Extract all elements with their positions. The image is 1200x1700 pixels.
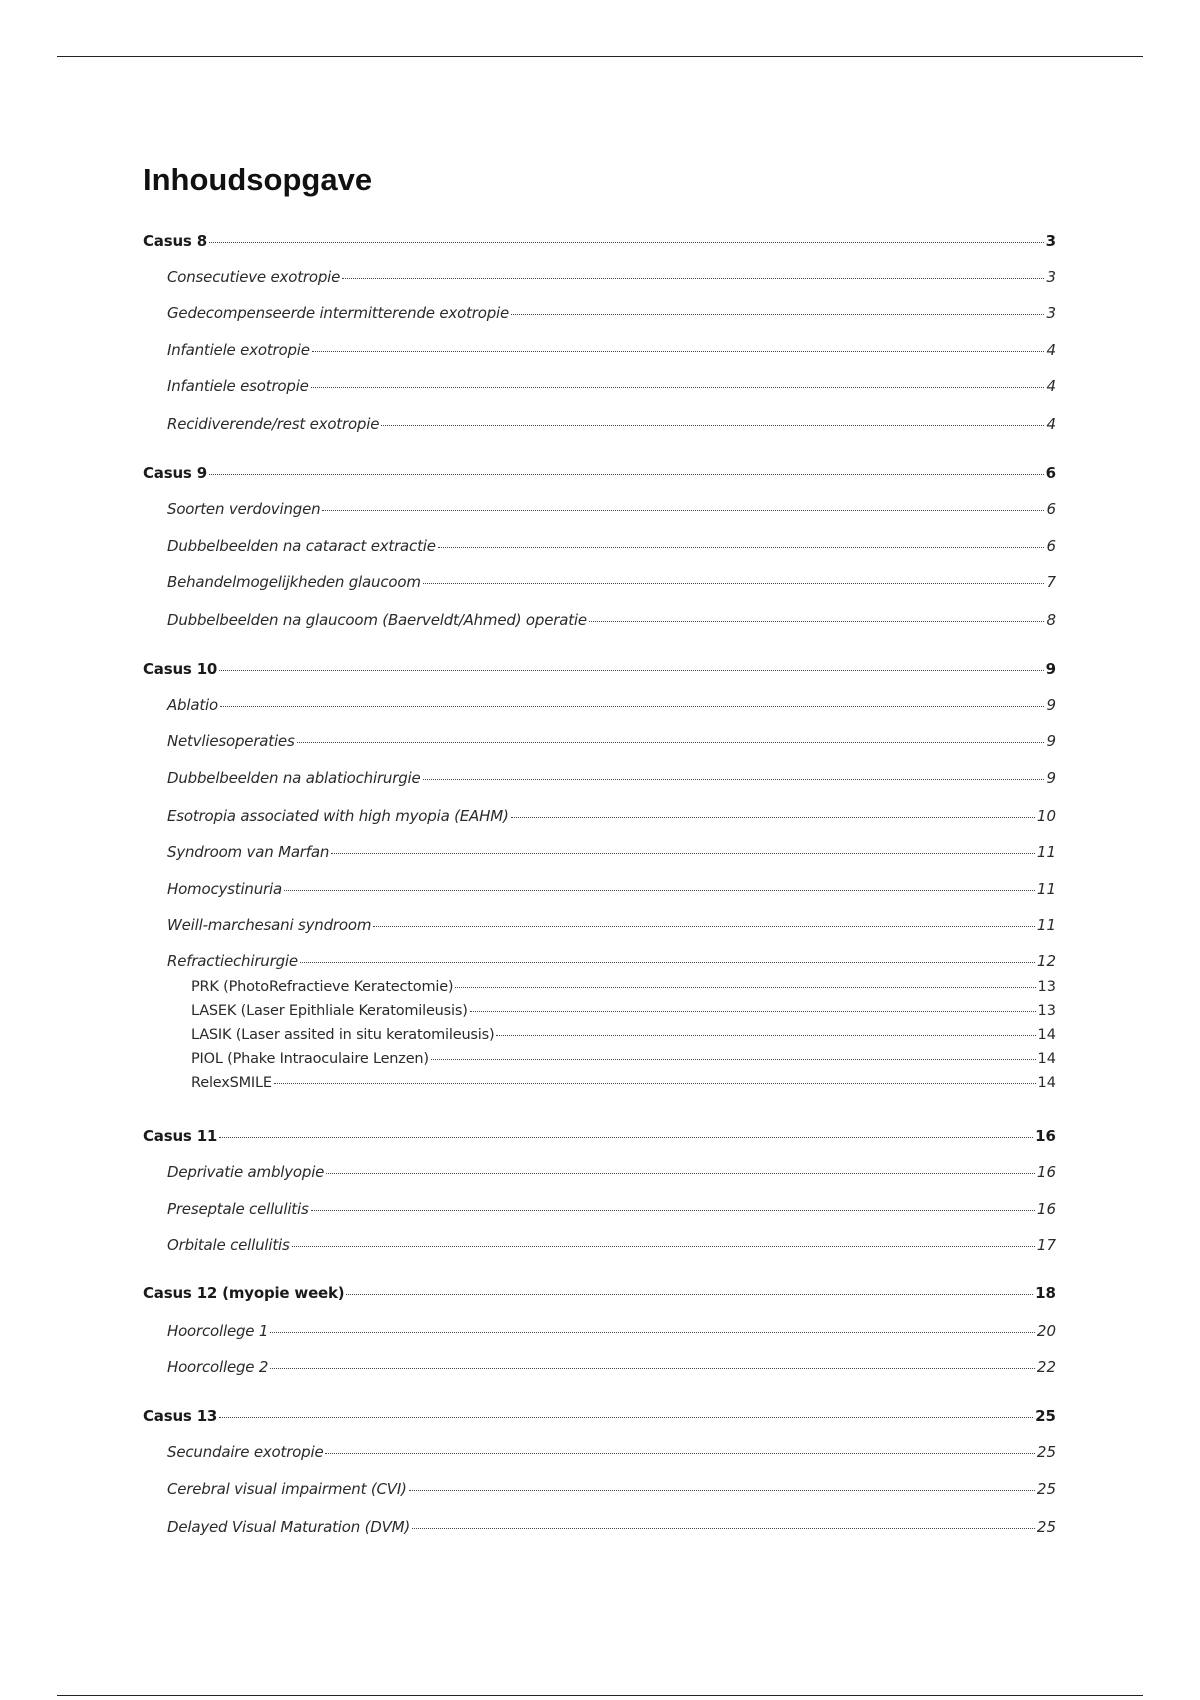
- toc-entry-page: 10: [1036, 807, 1056, 825]
- dot-leader: [373, 926, 1035, 927]
- toc-entry[interactable]: [167, 916, 1056, 934]
- toc-entry[interactable]: [167, 1518, 1056, 1536]
- toc-entry-page: 11: [1036, 843, 1056, 861]
- toc-entry-title: Preseptale cellulitis: [167, 1200, 309, 1218]
- toc-entry-page: 6: [1046, 537, 1056, 555]
- toc-entry-page: 16: [1036, 1200, 1056, 1218]
- footer-rule: [57, 1695, 1143, 1696]
- toc-entry-page: 11: [1036, 916, 1056, 934]
- toc-entry-page: 16: [1035, 1127, 1056, 1145]
- toc-entry[interactable]: [167, 807, 1056, 825]
- toc-entry-page: 18: [1035, 1284, 1056, 1302]
- dot-leader: [423, 779, 1045, 780]
- toc-entry-page: 14: [1037, 1075, 1056, 1091]
- toc-entry-title: Casus 11: [143, 1127, 218, 1145]
- toc-entry-title: Casus 13: [143, 1407, 218, 1425]
- dot-leader: [292, 1246, 1035, 1247]
- toc-entry-page: 9: [1046, 696, 1056, 714]
- dot-leader: [311, 387, 1045, 388]
- dot-leader: [511, 817, 1035, 818]
- toc-entry-page: 6: [1046, 500, 1056, 518]
- toc-entry-title: Secundaire exotropie: [167, 1443, 324, 1461]
- dot-leader: [409, 1490, 1035, 1491]
- toc-entry-page: 14: [1037, 1051, 1056, 1067]
- toc-entry-title: Dubbelbeelden na cataract extractie: [167, 537, 436, 555]
- toc-entry[interactable]: [191, 1027, 1056, 1043]
- toc-entry-page: 9: [1046, 769, 1056, 787]
- dot-leader: [412, 1528, 1035, 1529]
- dot-leader: [326, 1173, 1035, 1174]
- toc-entry-page: 4: [1046, 415, 1056, 433]
- toc-entry-title: Casus 8: [143, 232, 207, 250]
- toc-entry-title: Consecutieve exotropie: [167, 268, 341, 286]
- dot-leader: [381, 425, 1044, 426]
- dot-leader: [219, 1417, 1033, 1418]
- toc-entry-title: Infantiele esotropie: [167, 377, 309, 395]
- dot-leader: [312, 351, 1045, 352]
- toc-entry-title: Weill-marchesani syndroom: [167, 916, 372, 934]
- dot-leader: [331, 853, 1035, 854]
- toc-entry-page: 3: [1046, 304, 1056, 322]
- toc-entry[interactable]: [167, 304, 1056, 322]
- toc-entry[interactable]: [167, 1200, 1056, 1218]
- dot-leader: [270, 1368, 1035, 1369]
- dot-leader: [438, 547, 1045, 548]
- toc-entry-page: 20: [1036, 1322, 1056, 1340]
- toc-entry-title: Deprivatie amblyopie: [167, 1163, 325, 1181]
- toc-entry-page: 4: [1046, 341, 1056, 359]
- toc-entry-title: Refractiechirurgie: [167, 952, 298, 970]
- dot-leader: [311, 1210, 1035, 1211]
- toc-entry[interactable]: [167, 952, 1056, 970]
- dot-leader: [209, 242, 1044, 243]
- toc-entry[interactable]: [191, 979, 1056, 995]
- toc-entry-page: 25: [1036, 1443, 1056, 1461]
- toc-entry-page: 4: [1046, 377, 1056, 395]
- toc-entry[interactable]: [167, 341, 1056, 359]
- toc-entry-title: PIOL (Phake Intraoculaire Lenzen): [191, 1051, 429, 1067]
- toc-entry-page: 3: [1046, 268, 1056, 286]
- toc-entry[interactable]: [167, 843, 1056, 861]
- toc-entry-page: 12: [1036, 952, 1056, 970]
- dot-leader: [209, 474, 1044, 475]
- toc-entry-title: Infantiele exotropie: [167, 341, 310, 359]
- toc-entry-page: 16: [1036, 1163, 1056, 1181]
- toc-entry-page: 9: [1046, 732, 1056, 750]
- toc-entry-page: 22: [1036, 1358, 1056, 1376]
- toc-entry[interactable]: [167, 573, 1056, 591]
- toc-entry-page: 3: [1045, 232, 1056, 250]
- toc-entry[interactable]: [167, 1480, 1056, 1498]
- toc-entry[interactable]: [143, 1127, 1056, 1145]
- toc-entry[interactable]: [143, 232, 1056, 250]
- toc-entry-title: Dubbelbeelden na glaucoom (Baerveldt/Ahmed) operatie: [167, 611, 587, 629]
- page-title: Inhoudsopgave: [143, 162, 373, 197]
- toc-entry[interactable]: [167, 1358, 1056, 1376]
- toc-entry-title: Delayed Visual Maturation (DVM): [167, 1518, 411, 1536]
- toc-entry-title: Casus 12 (myopie week): [143, 1284, 345, 1302]
- toc-entry[interactable]: [167, 268, 1056, 286]
- toc-entry[interactable]: [191, 1003, 1056, 1019]
- toc-entry-page: 11: [1036, 880, 1056, 898]
- toc-entry-page: 9: [1045, 660, 1056, 678]
- toc-entry-title: Gedecompenseerde intermitterende exotropie: [167, 304, 510, 322]
- dot-leader: [322, 510, 1044, 511]
- toc-entry[interactable]: [167, 377, 1056, 395]
- toc-entry-page: 25: [1036, 1480, 1056, 1498]
- toc-entry-title: RelexSMILE: [191, 1075, 272, 1091]
- toc-entry-title: Recidiverende/rest exotropie: [167, 415, 380, 433]
- dot-leader: [470, 1011, 1036, 1012]
- toc-entry[interactable]: [143, 660, 1056, 678]
- toc-entry[interactable]: [167, 1236, 1056, 1254]
- toc-entry-title: Orbitale cellulitis: [167, 1236, 290, 1254]
- dot-leader: [220, 706, 1044, 707]
- toc-entry[interactable]: [143, 464, 1056, 482]
- toc-entry[interactable]: [143, 1284, 1056, 1302]
- toc-entry-title: LASIK (Laser assited in situ keratomileusis): [191, 1027, 495, 1043]
- toc-entry-title: Dubbelbeelden na ablatiochirurgie: [167, 769, 421, 787]
- toc-entry[interactable]: [167, 880, 1056, 898]
- dot-leader: [219, 670, 1043, 671]
- toc-entry[interactable]: [167, 732, 1056, 750]
- toc-entry[interactable]: [167, 1443, 1056, 1461]
- toc-entry[interactable]: [143, 1407, 1056, 1425]
- toc-entry[interactable]: [167, 769, 1056, 787]
- toc-entry-title: Ablatio: [167, 696, 218, 714]
- toc-entry-title: Behandelmogelijkheden glaucoom: [167, 573, 421, 591]
- toc-entry-title: Soorten verdovingen: [167, 500, 321, 518]
- dot-leader: [346, 1294, 1033, 1295]
- toc-entry[interactable]: [167, 537, 1056, 555]
- toc-entry-title: Hoorcollege 2: [167, 1358, 269, 1376]
- toc-entry-title: Netvliesoperaties: [167, 732, 295, 750]
- dot-leader: [455, 987, 1035, 988]
- dot-leader: [297, 742, 1045, 743]
- toc-entry-page: 13: [1037, 979, 1056, 995]
- toc-entry-page: 14: [1037, 1027, 1056, 1043]
- toc-entry[interactable]: [167, 500, 1056, 518]
- dot-leader: [511, 314, 1044, 315]
- toc-entry-title: Syndroom van Marfan: [167, 843, 330, 861]
- toc-entry-page: 8: [1046, 611, 1056, 629]
- toc-entry-title: Cerebral visual impairment (CVI): [167, 1480, 407, 1498]
- toc-entry-title: PRK (PhotoRefractieve Keratectomie): [191, 979, 454, 995]
- toc-entry-title: Hoorcollege 1: [167, 1322, 269, 1340]
- toc-entry[interactable]: [167, 696, 1056, 714]
- toc-entry-page: 13: [1037, 1003, 1056, 1019]
- dot-leader: [589, 621, 1045, 622]
- toc-entry[interactable]: [167, 611, 1056, 629]
- toc-entry[interactable]: [191, 1051, 1056, 1067]
- dot-leader: [270, 1332, 1035, 1333]
- toc-entry-page: 7: [1046, 573, 1056, 591]
- dot-leader: [284, 890, 1035, 891]
- dot-leader: [325, 1453, 1034, 1454]
- dot-leader: [300, 962, 1035, 963]
- toc-entry[interactable]: [167, 415, 1056, 433]
- toc-entry-page: 25: [1036, 1518, 1056, 1536]
- dot-leader: [342, 278, 1044, 279]
- toc-entry-title: Esotropia associated with high myopia (EAHM): [167, 807, 509, 825]
- toc-entry-page: 25: [1035, 1407, 1056, 1425]
- dot-leader: [496, 1035, 1035, 1036]
- toc-entry-title: Homocystinuria: [167, 880, 282, 898]
- toc-entry-page: 6: [1045, 464, 1056, 482]
- dot-leader: [219, 1137, 1033, 1138]
- toc-entry-page: 17: [1036, 1236, 1056, 1254]
- toc-entry[interactable]: [191, 1075, 1056, 1091]
- dot-leader: [423, 583, 1045, 584]
- toc-entry-title: LASEK (Laser Epithliale Keratomileusis): [191, 1003, 468, 1019]
- dot-leader: [431, 1059, 1036, 1060]
- toc-entry-title: Casus 9: [143, 464, 207, 482]
- dot-leader: [274, 1083, 1036, 1084]
- toc-entry[interactable]: [167, 1322, 1056, 1340]
- toc-entry-title: Casus 10: [143, 660, 218, 678]
- toc-entry[interactable]: [167, 1163, 1056, 1181]
